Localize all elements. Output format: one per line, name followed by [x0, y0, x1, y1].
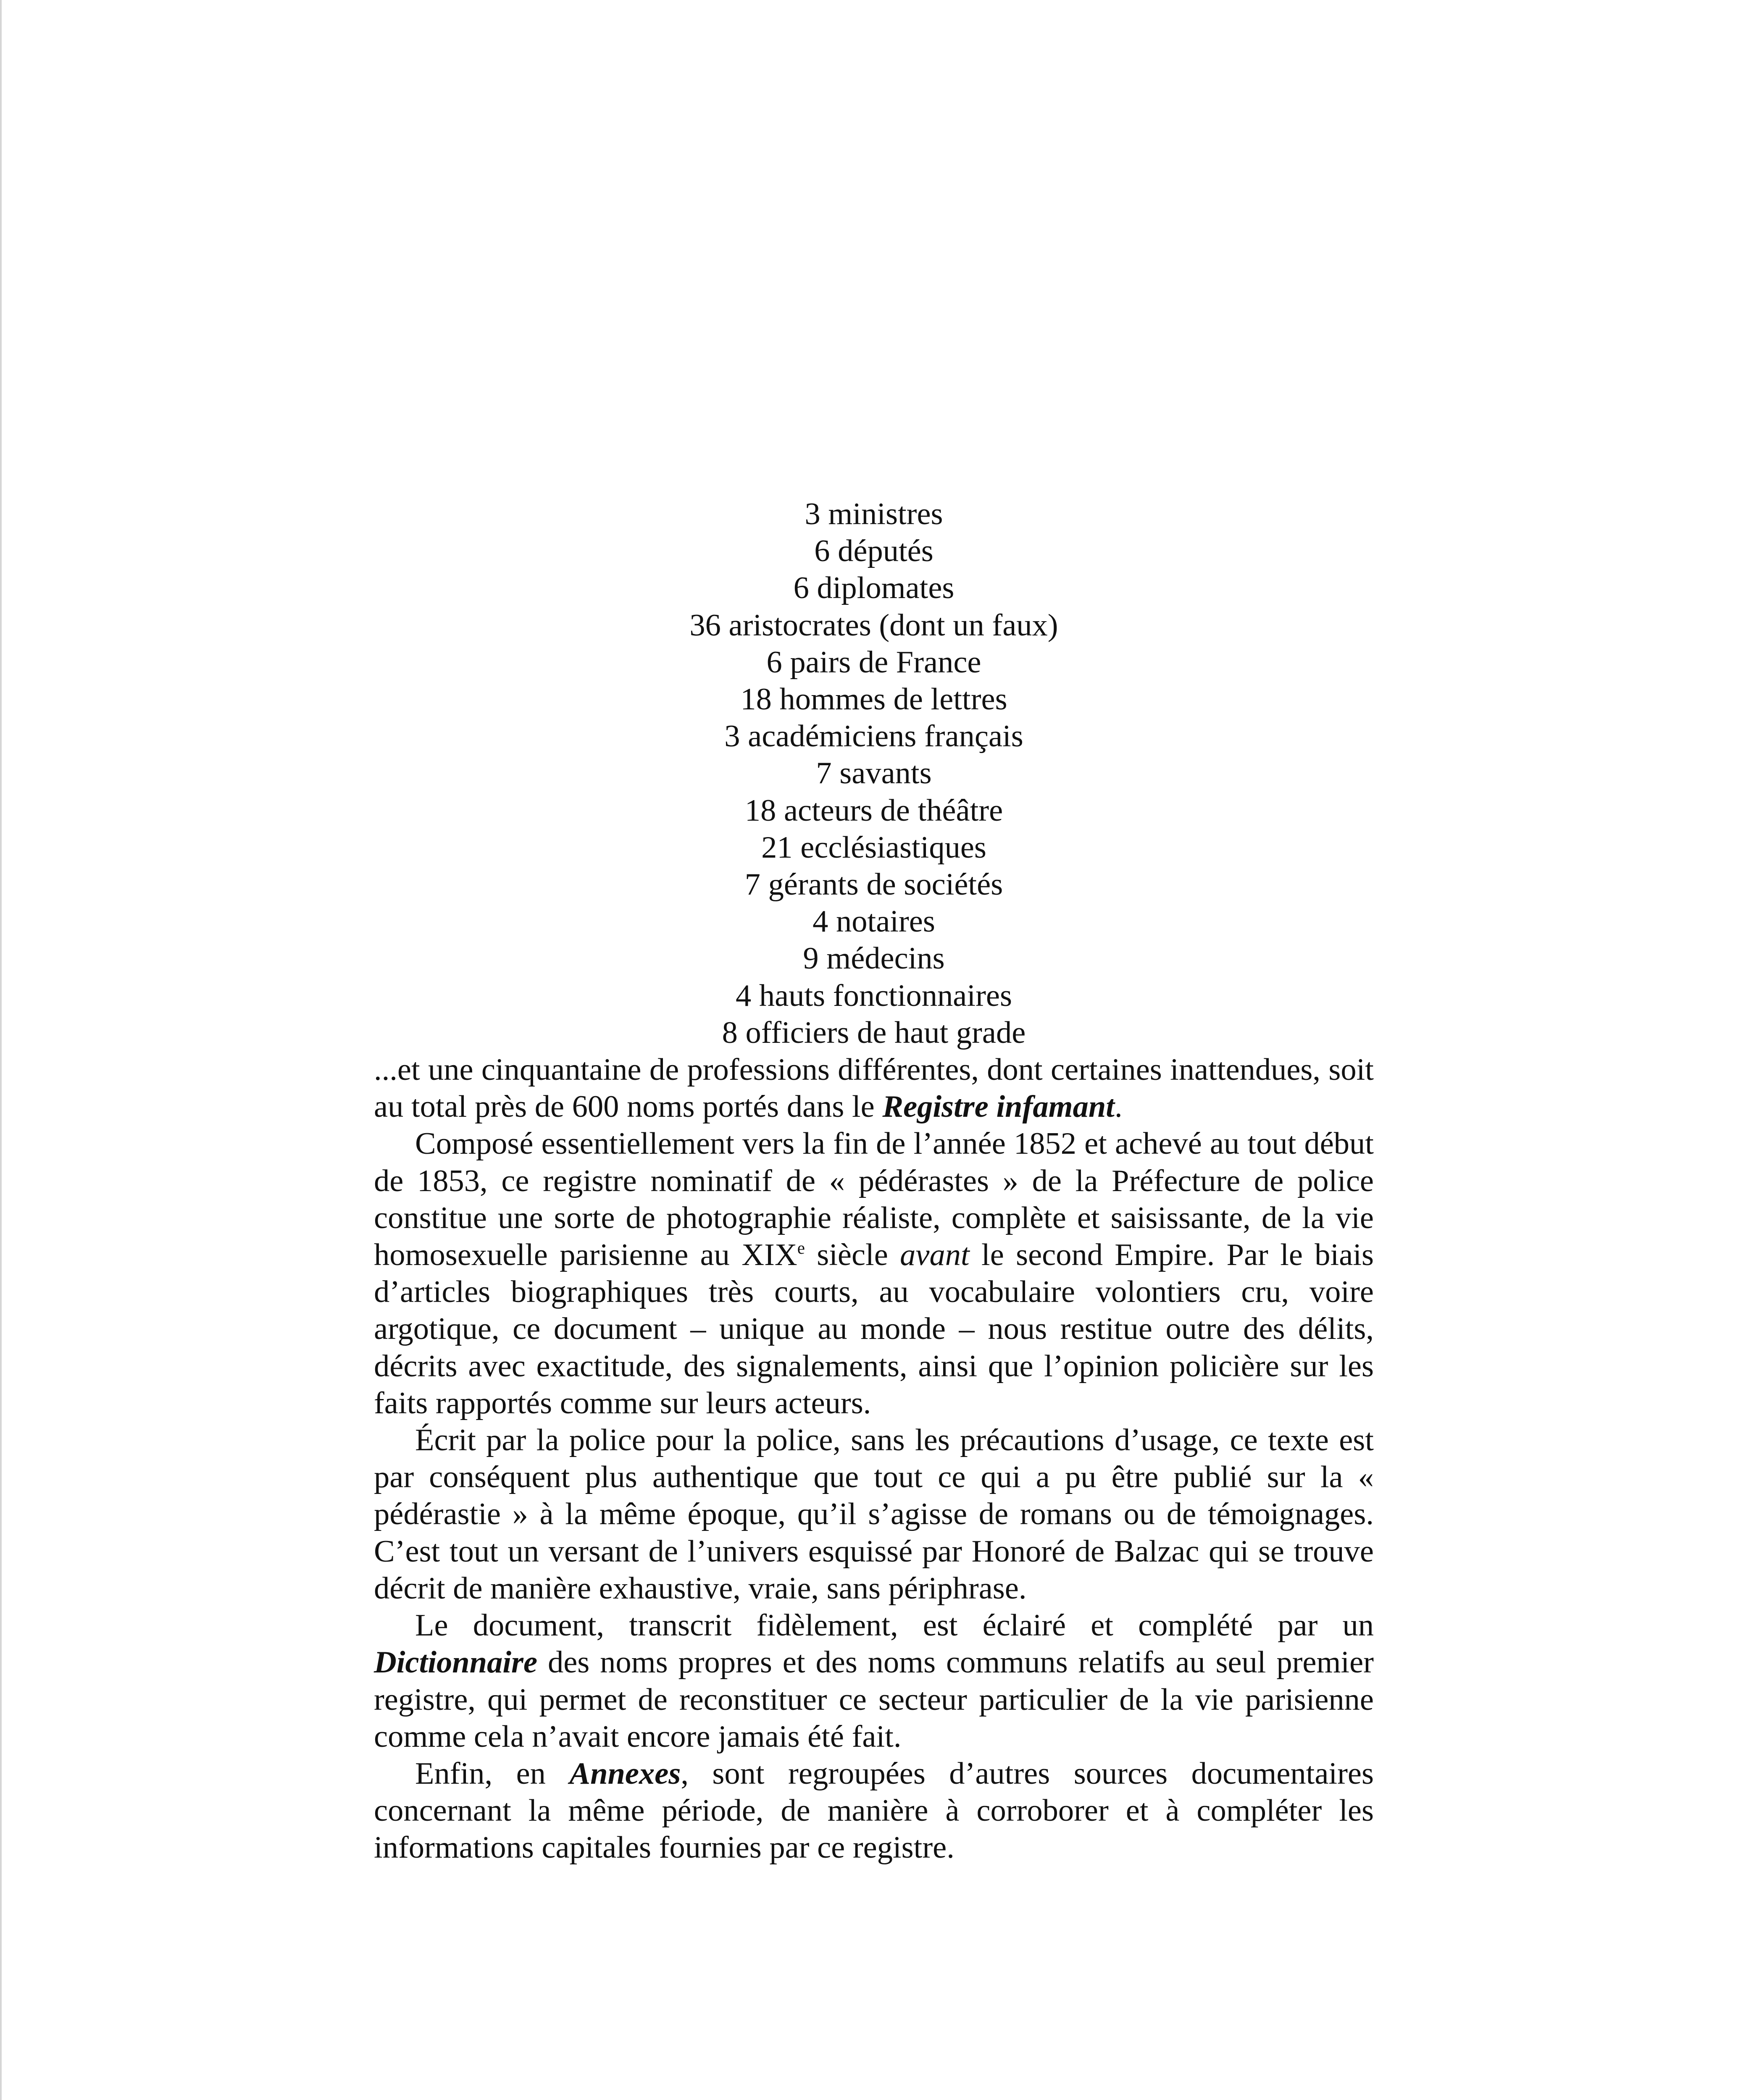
summary-sentence: ...et une cinquantaine de professions différentes, dont certaines inattendues, soit au total près de 600 noms portés dans le Registre infamant. — [374, 1053, 1374, 1124]
list-item: 4 hauts fonctionnaires — [736, 978, 1012, 1013]
paragraph-composition: Composé essentiellement vers la fin de l’année 1852 et achevé au tout début de 1853, ce registre nominatif de « pédérastes » de la Préfecture de police constitue une sorte de photographie réaliste, complète et saisissante, de la vie homosexuelle parisienne au XIXe siècle avant le second Empire. Par le biais d’articles biographiques très courts, au vocabulaire volontiers cru, voire argotique, ce document – unique au monde – nous restitue outre des délits, décrits avec exactitude, des signalements, ainsi que l’opinion policière sur les faits rapportés comme sur leurs acteurs. — [374, 1126, 1374, 1420]
document-body — [374, 496, 1374, 1866]
list-item: 3 ministres — [805, 497, 943, 531]
list-item: 9 médecins — [803, 941, 945, 976]
page-edge — [0, 0, 2, 2100]
paragraph-authenticity: Écrit par la police pour la police, sans les précautions d’usage, ce texte est par conséquent plus authentique que tout ce qui a pu être publié sur la « pédérastie » à la même époque, qu’il s’agisse de romans ou de témoignages. C’est tout un versant de l’univers esquissé par Honoré de Balzac qui se trouve décrit de manière exhaustive, vraie, sans périphrase. — [374, 1423, 1374, 1606]
profession-count-list — [374, 496, 1374, 1051]
register-title: Registre infamant — [882, 1089, 1115, 1124]
list-item: 6 pairs de France — [766, 645, 981, 680]
list-item: 21 ecclésiastiques — [761, 830, 986, 865]
dictionary-title: Dictionnaire — [374, 1645, 538, 1680]
list-item: 18 hommes de lettres — [740, 682, 1007, 717]
list-item: 4 notaires — [813, 904, 935, 939]
list-item: 6 députés — [814, 534, 933, 569]
list-item: 7 gérants de sociétés — [744, 867, 1003, 902]
emphasis-avant: avant — [900, 1238, 970, 1273]
century-superscript: e — [797, 1238, 805, 1258]
paragraph-annexes: Enfin, en Annexes, sont regroupées d’autres sources documentaires concernant la même période, de manière à corroborer et à compléter les informations capitales fournies par ce registre. — [374, 1756, 1374, 1865]
paragraph-dictionary: Le document, transcrit fidèlement, est éclairé et complété par un Dictionnaire des noms propres et des noms communs relatifs au seul premier registre, qui permet de reconstituer ce secteur particulier de la vie parisienne comme cela n’avait encore jamais été fait. — [374, 1608, 1374, 1754]
list-item: 6 diplomates — [793, 571, 955, 606]
list-item: 36 aristocrates (dont un faux) — [689, 608, 1058, 643]
list-item: 18 acteurs de théâtre — [744, 793, 1003, 828]
annexes-title: Annexes — [569, 1756, 681, 1791]
list-item: 3 académiciens français — [724, 719, 1023, 754]
list-item: 7 savants — [816, 756, 932, 791]
list-item: 8 officiers de haut grade — [722, 1015, 1026, 1050]
